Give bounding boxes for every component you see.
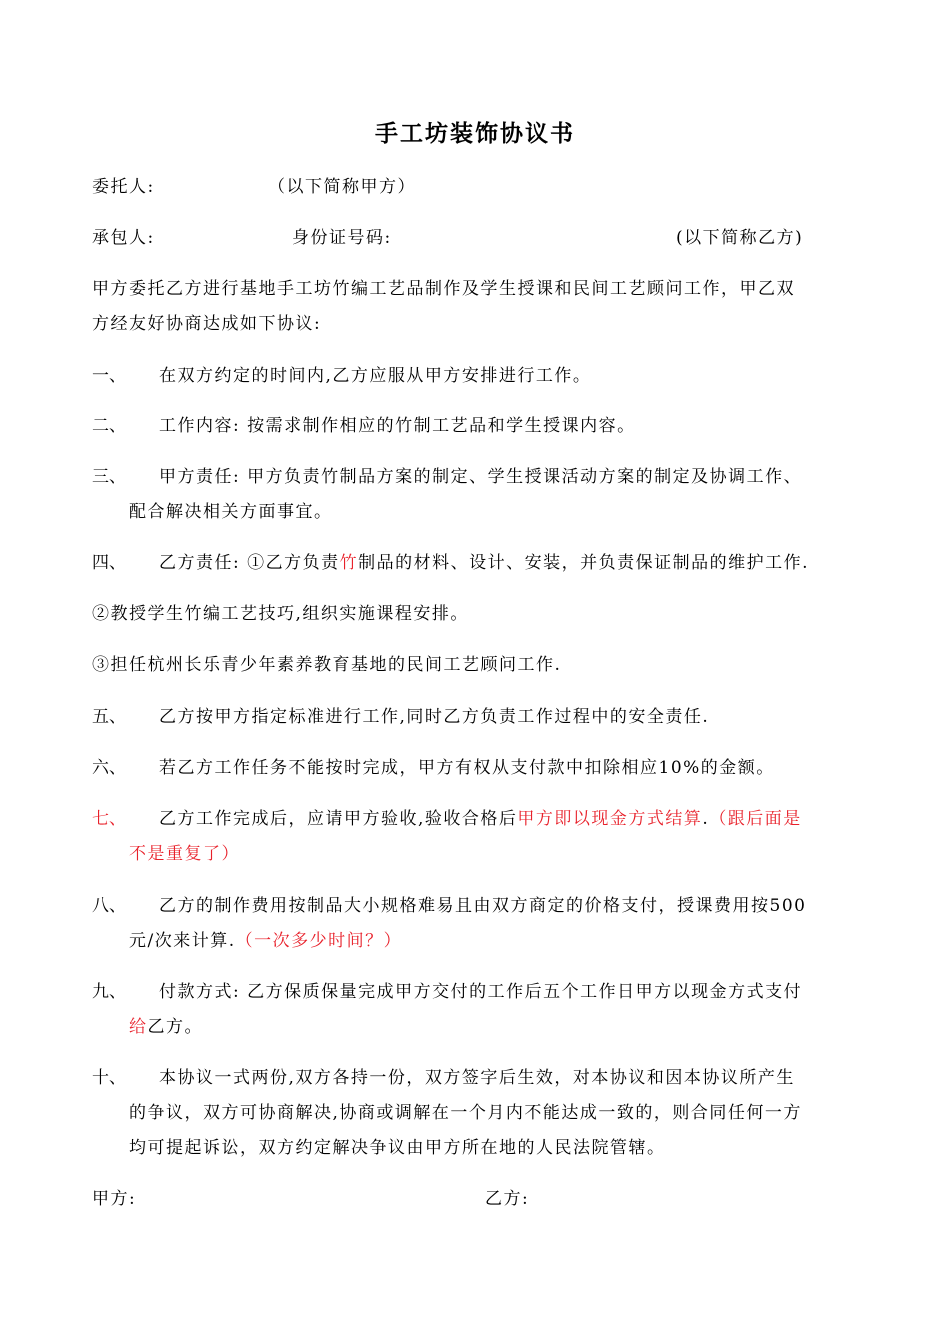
clause-7-line-1: [159, 809, 802, 829]
clause-4-red-annotation: 竹: [339, 553, 359, 573]
clause-8-line-2: [129, 931, 402, 951]
contractor-note: (以下简称乙方): [676, 228, 804, 248]
clause-8-red-comment: （一次多少时间？）: [235, 931, 403, 951]
clause-7-line-2: 不是重复了）: [129, 844, 240, 864]
clause-8-text: 元/次来计算.: [129, 931, 236, 951]
clause-7-red-settlement: 甲方即以现金方式结算: [517, 809, 703, 829]
clause-4-text-post: 制品的材料、设计、安装，并负责保证制品的维护工作.: [358, 553, 810, 573]
clause-4-text-pre: 乙方责任: ①乙方负责: [159, 553, 340, 573]
clause-10-line-3: 均可提起诉讼，双方约定解决争议由甲方所在地的人民法院管辖。: [129, 1138, 666, 1158]
clause-3-line-2: 配合解决相关方面事宜。: [129, 502, 333, 522]
clause-3-number: 三、: [92, 467, 126, 487]
intro-line-1: 甲方委托乙方进行基地手工坊竹编工艺品制作及学生授课和民间工艺顾问工作，甲乙双: [92, 279, 795, 299]
clause-3-line-1: 甲方责任: 甲方负责竹制品方案的制定、学生授课活动方案的制定及协调工作、: [159, 467, 803, 487]
clause-10-number: 十、: [92, 1068, 126, 1088]
clause-8-number: 八、: [92, 896, 126, 916]
clause-5-number: 五、: [92, 707, 126, 727]
clause-7-number: 七、: [92, 809, 126, 829]
clause-2-text: 工作内容: 按需求制作相应的竹制工艺品和学生授课内容。: [159, 416, 636, 436]
clause-7-text-pre: 乙方工作完成后，应请甲方验收,验收合格后: [159, 809, 518, 829]
clause-10-line-1: 本协议一式两份,双方各持一份，双方签字后生效，对本协议和因本协议所产生: [159, 1068, 795, 1088]
clause-7-text-mid: .: [702, 809, 710, 829]
clause-4-number: 四、: [92, 553, 126, 573]
clause-6-text: 若乙方工作任务不能按时完成，甲方有权从支付款中扣除相应10%的金额。: [159, 758, 775, 778]
clause-2-number: 二、: [92, 416, 126, 436]
clause-9-text-post: 乙方。: [147, 1017, 203, 1037]
clause-8-line-1: 乙方的制作费用按制品大小规格难易且由双方商定的价格支付，授课费用按500: [159, 896, 807, 916]
clause-9-line-2: [129, 1017, 203, 1037]
clause-1-text: 在双方约定的时间内,乙方应服从甲方安排进行工作。: [159, 366, 592, 386]
intro-line-2: 方经友好协商达成如下协议:: [92, 314, 322, 334]
client-label: 委托人:: [92, 177, 155, 197]
clause-4-line-1: [159, 553, 809, 573]
clause-5-text: 乙方按甲方指定标准进行工作,同时乙方负责工作过程中的安全责任.: [159, 707, 710, 727]
clause-9-line-1: 付款方式: 乙方保质保量完成甲方交付的工作后五个工作日甲方以现金方式支付: [159, 982, 803, 1002]
contractor-label: 承包人:: [92, 228, 155, 248]
clause-1-number: 一、: [92, 366, 126, 386]
clause-10-line-2: 的争议，双方可协商解决,协商或调解在一个月内不能达成一致的，则合同任何一方: [129, 1103, 802, 1123]
clause-4-sub-3: ③担任杭州长乐青少年素养教育基地的民间工艺顾问工作.: [92, 655, 562, 675]
id-number-label: 身份证号码:: [292, 228, 392, 248]
clause-9-number: 九、: [92, 982, 126, 1002]
document-title: 手工坊装饰协议书: [375, 121, 575, 147]
client-note: （以下简称甲方）: [268, 177, 416, 197]
clause-6-number: 六、: [92, 758, 126, 778]
party-a-signature-label: 甲方:: [92, 1189, 137, 1209]
clause-9-red-annotation: 给: [129, 1017, 148, 1037]
party-b-signature-label: 乙方:: [485, 1189, 530, 1209]
clause-4-sub-2: ②教授学生竹编工艺技巧,组织实施课程安排。: [92, 604, 469, 624]
clause-7-red-comment: （跟后面是: [709, 809, 802, 829]
